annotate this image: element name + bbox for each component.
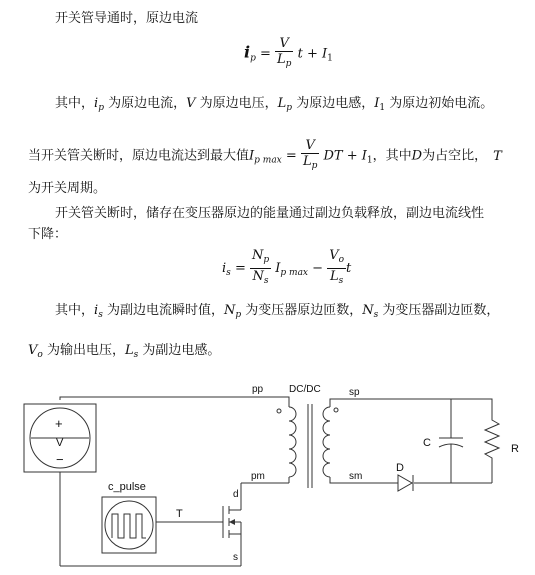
label-transistor: T — [176, 508, 183, 520]
label-resistor: R — [511, 443, 519, 455]
label-capacitor: C — [423, 437, 431, 449]
paragraph-1: 开关管导通时，原边电流 — [55, 11, 199, 26]
paragraph-3: 当开关管关断时，原边电流达到最大值$I_{p max}$ = $\frac{V}{L_p}$ DT + $I_1$，其中D为占空比， T — [28, 138, 502, 171]
paragraph-5: 其中，$i_s$ 为副边电流瞬时值，$N_p$ 为变压器原边匝数，$N_s$ 为变压器副边匝数， — [55, 303, 500, 320]
paragraph-4a: 开关管关断时，储存在变压器原边的能量通过副边负载释放，副边电流线性 — [55, 206, 485, 221]
label-source: s — [233, 552, 238, 563]
eq1-num: V — [275, 36, 293, 52]
eq1-I-sub: 1 — [327, 53, 333, 64]
label-sm: sm — [349, 471, 363, 482]
eq1-lhs: i — [244, 42, 251, 62]
label-sp: sp — [349, 387, 360, 398]
label-dcdc: DC/DC — [289, 384, 321, 395]
label-pulse-source: c_pulse — [108, 481, 146, 493]
pulse-waveform — [112, 514, 146, 538]
equation-primary-current: $i_p$ = $\frac{V}{L_p}$ $t + I_1$ — [244, 36, 333, 72]
label-plus: + — [55, 416, 63, 431]
equation-secondary-current: $i_s$ = $\frac{N_p}{N_s}$ $I_{p max}$ − $\frac{V_o}{L_s}$ t — [222, 248, 352, 286]
label-pm: pm — [251, 471, 265, 482]
diode — [398, 475, 412, 491]
secondary-polarity-dot — [334, 408, 338, 412]
eq1-t: t — [297, 46, 303, 62]
eq1-plus: + — [306, 46, 318, 62]
primary-coil — [289, 407, 296, 477]
label-diode: D — [396, 462, 404, 474]
eq1-den: L — [277, 52, 286, 67]
eq1-lhs-sub: p — [250, 53, 256, 64]
wire-sm — [330, 477, 396, 483]
mosfet-arrow — [229, 519, 235, 525]
primary-polarity-dot — [277, 409, 281, 413]
label-drain: d — [233, 489, 239, 500]
paragraph-3b: 为开关周期。 — [28, 181, 107, 196]
paragraph-4b: 下降： — [28, 227, 68, 242]
eq1-den-sub: p — [285, 59, 292, 69]
wire-secondary-top — [330, 399, 492, 412]
paragraph-2: 其中，$i_p$ 为原边电流，V 为原边电压，$L_p$ 为原边电感，$I_1$ 为原边初始电流。 — [55, 96, 494, 113]
label-pp: pp — [252, 384, 264, 395]
secondary-coil — [323, 407, 330, 477]
eq1-I: I — [322, 46, 328, 62]
paragraph-6: $V_o$ 为输出电压，$L_s$ 为副边电感。 — [28, 343, 221, 360]
label-voltage-source: V — [56, 437, 64, 449]
pulse-source-box — [102, 497, 156, 553]
wire-primary-top — [60, 397, 289, 407]
resistor — [485, 412, 499, 483]
label-minus: − — [56, 452, 64, 467]
